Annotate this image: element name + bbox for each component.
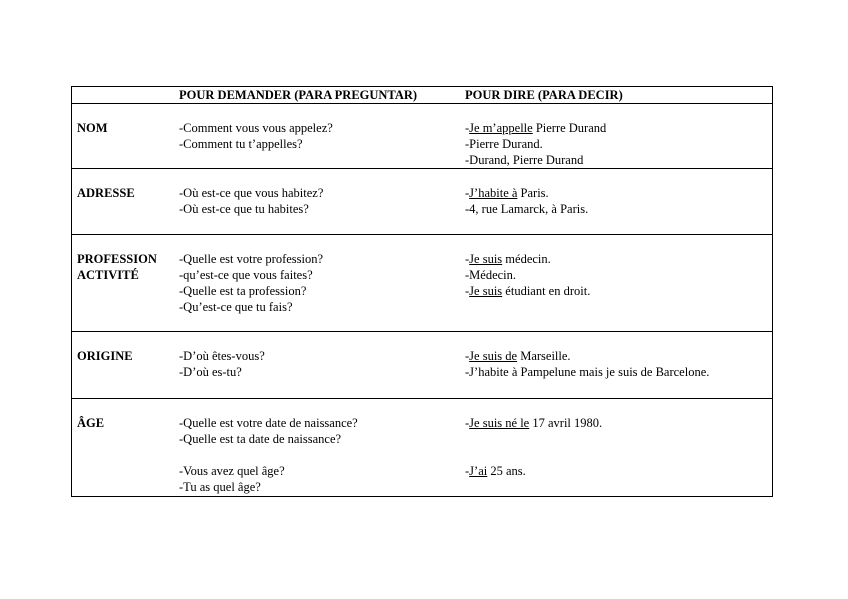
underlined-phrase: Je m’appelle xyxy=(469,121,533,135)
say-line: -4, rue Lamarck, à Paris. xyxy=(465,202,589,216)
header-col-say: POUR DIRE (PARA DECIR) xyxy=(465,87,623,102)
say-line: -Je suis étudiant en droit. xyxy=(465,284,591,298)
ask-line: -Quelle est ta profession? xyxy=(179,284,307,298)
say-line: -Médecin. xyxy=(465,268,517,282)
ask-line: -Qu’est-ce que tu fais? xyxy=(179,300,293,314)
row-label: ACTIVITÉ xyxy=(77,268,139,282)
underlined-phrase: Je suis né le xyxy=(469,416,530,430)
ask-line: -Vous avez quel âge? xyxy=(179,464,285,478)
row-label: ÂGE xyxy=(77,416,105,430)
row-label: ORIGINE xyxy=(77,349,133,363)
table-row-profession xyxy=(72,235,772,332)
table-header xyxy=(72,87,772,104)
say-line: -J’ai 25 ans. xyxy=(465,464,526,478)
say-line: -J’habite à Pampelune mais je suis de Barcelone. xyxy=(465,365,710,379)
underlined-phrase: J’ai xyxy=(469,464,488,478)
table-row-origine xyxy=(72,332,772,399)
row-label: PROFESSION xyxy=(77,252,157,266)
table-row-adresse xyxy=(72,169,772,235)
table-row-age xyxy=(72,399,772,496)
ask-line: -D’où êtes-vous? xyxy=(179,349,265,363)
ask-line: -Quelle est votre profession? xyxy=(179,252,324,266)
ask-line: -qu’est-ce que vous faites? xyxy=(179,268,313,282)
ask-line: -Tu as quel âge? xyxy=(179,480,261,494)
underlined-phrase: Je suis xyxy=(469,252,503,266)
vocabulary-table xyxy=(71,86,773,497)
ask-line: -Où est-ce que vous habitez? xyxy=(179,186,324,200)
row-label: NOM xyxy=(77,121,108,135)
underlined-phrase: J’habite à xyxy=(469,186,518,200)
ask-line: -Comment vous vous appelez? xyxy=(179,121,333,135)
ask-line: -Quelle est ta date de naissance? xyxy=(179,432,342,446)
say-line: -Je m’appelle Pierre Durand xyxy=(465,121,607,135)
say-line: -Je suis médecin. xyxy=(465,252,551,266)
row-label: ADRESSE xyxy=(77,186,135,200)
underlined-phrase: Je suis xyxy=(469,284,503,298)
say-line: -Durand, Pierre Durand xyxy=(465,153,584,167)
ask-line: -Où est-ce que tu habites? xyxy=(179,202,309,216)
say-line: -Je suis de Marseille. xyxy=(465,349,571,363)
ask-line: -Comment tu t’appelles? xyxy=(179,137,303,151)
ask-line: -D’où es-tu? xyxy=(179,365,242,379)
table-row-nom xyxy=(72,104,772,169)
underlined-phrase: Je suis de xyxy=(469,349,518,363)
say-line: -J’habite à Paris. xyxy=(465,186,549,200)
say-line: -Je suis né le 17 avril 1980. xyxy=(465,416,603,430)
header-col-ask: POUR DEMANDER (PARA PREGUNTAR) xyxy=(179,87,418,102)
ask-line: -Quelle est votre date de naissance? xyxy=(179,416,358,430)
say-line: -Pierre Durand. xyxy=(465,137,543,151)
